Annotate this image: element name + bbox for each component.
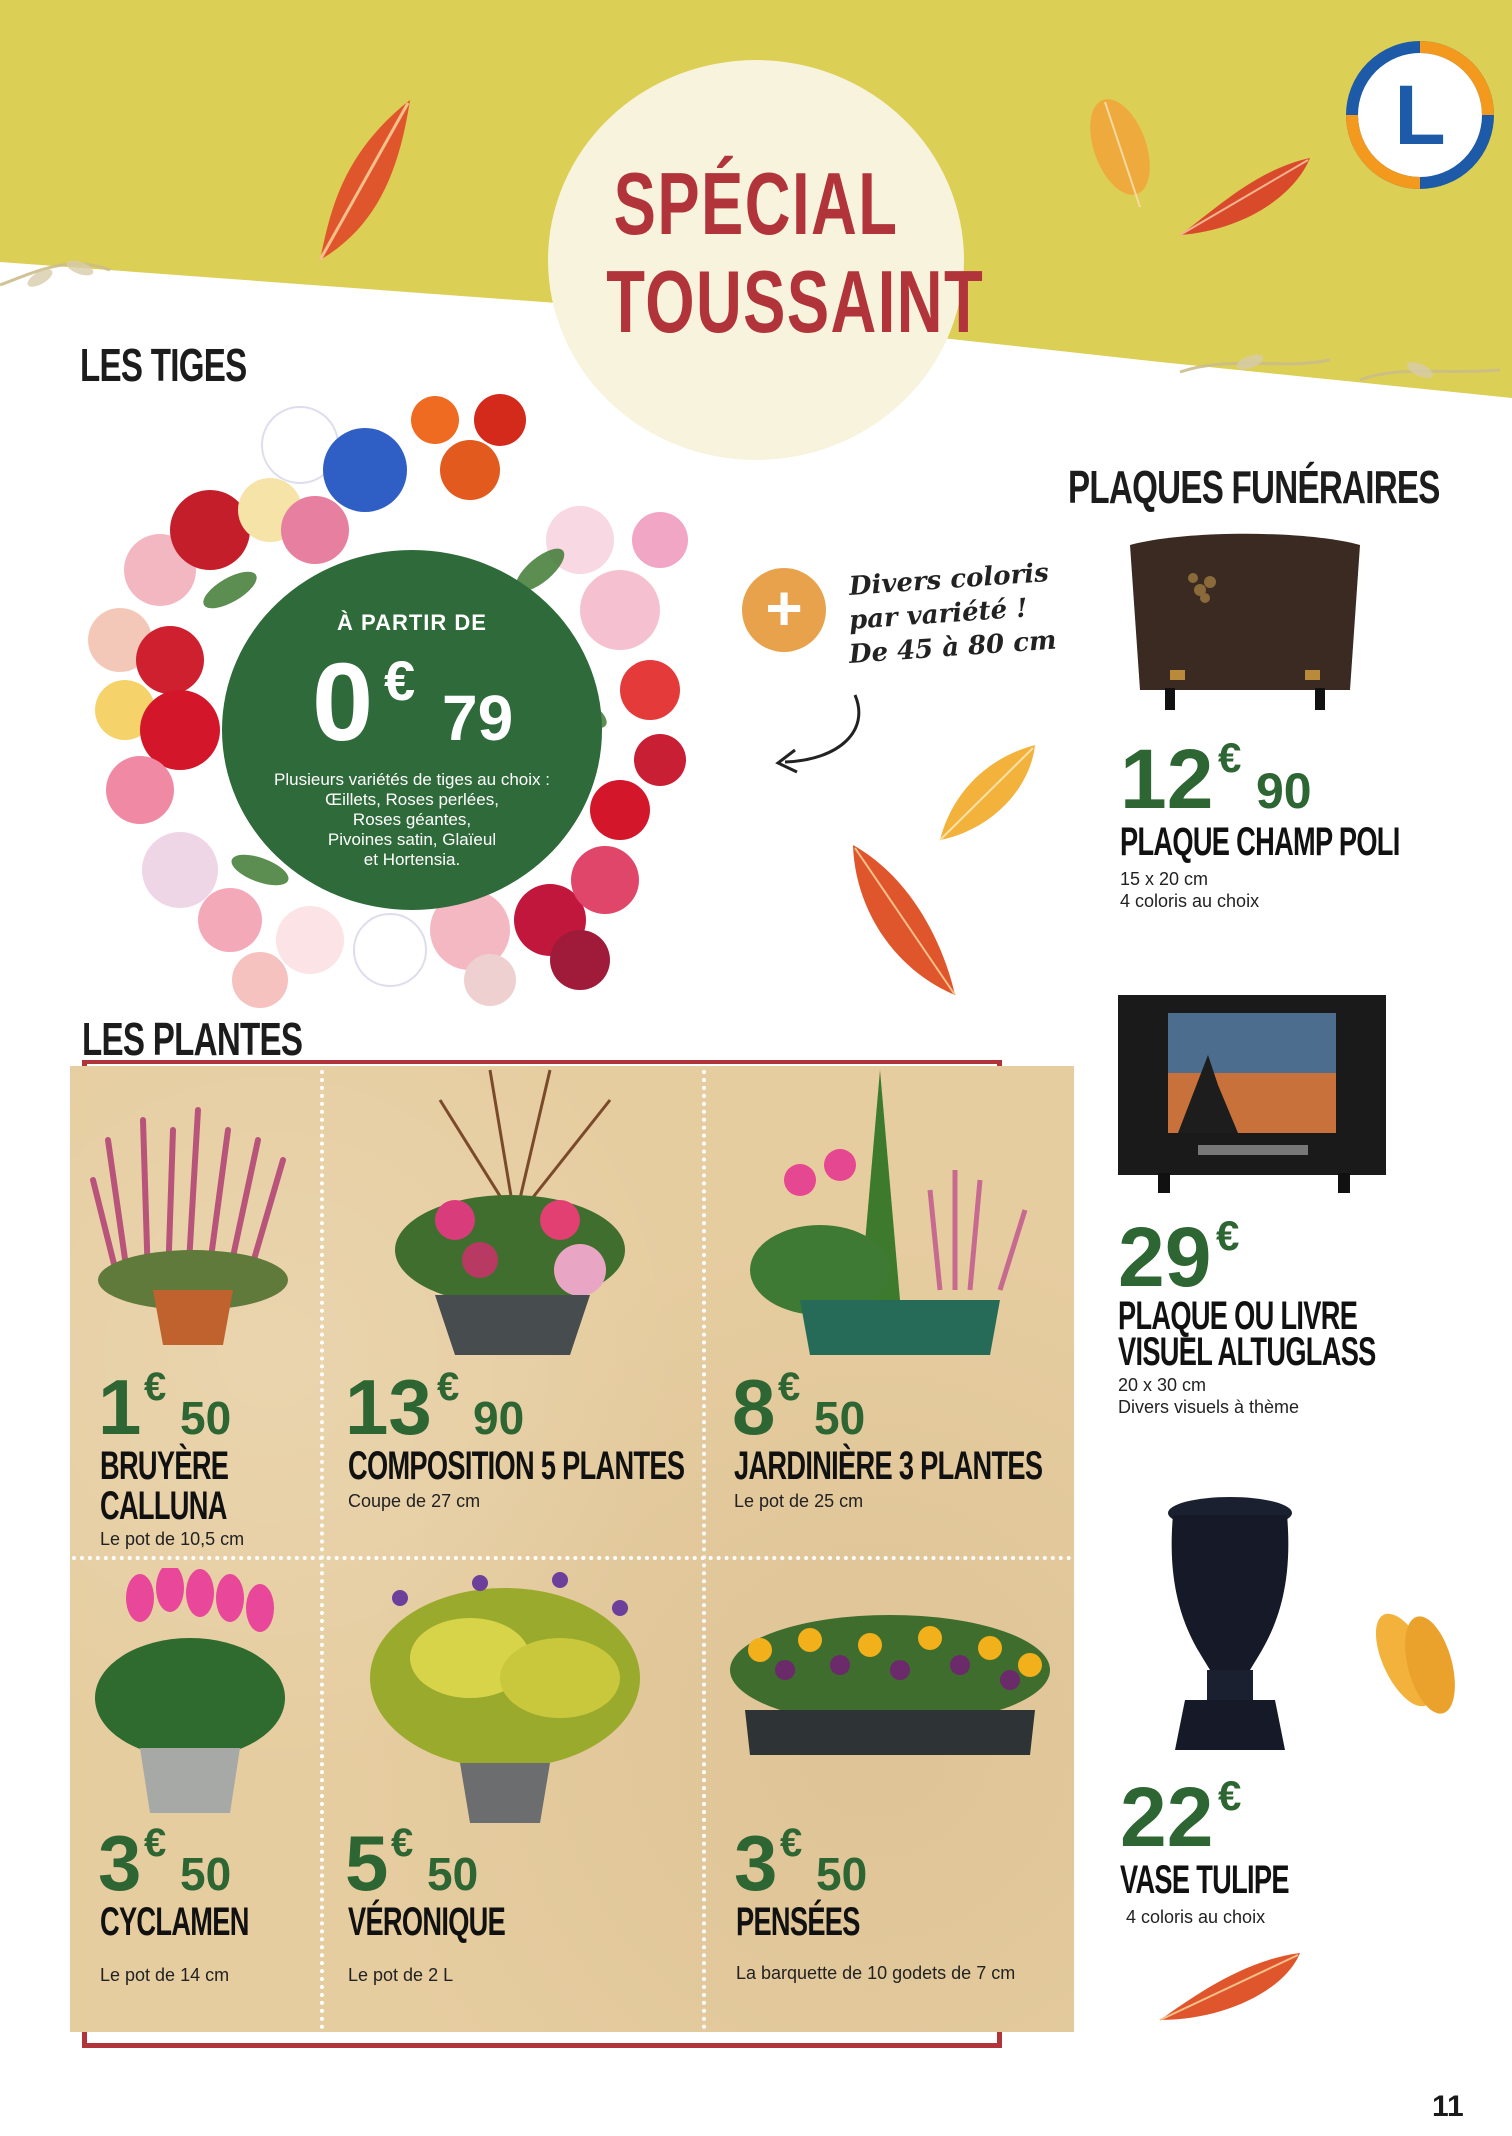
section-title-plantes: LES PLANTES (82, 1013, 303, 1065)
product-detail-plaque-2: 4 coloris au choix (1120, 891, 1260, 911)
svg-text:€: € (437, 1365, 460, 1409)
arrow-icon (770, 690, 870, 780)
note-line-1: Divers coloris (848, 558, 1050, 602)
svg-text:€: € (1218, 1772, 1242, 1819)
product-detail-vase: 4 coloris au choix (1126, 1907, 1266, 1927)
product-name-bruyere-2: CALLUNA (100, 1484, 227, 1528)
svg-text:50: 50 (180, 1392, 232, 1442)
polished-plaque-image (1125, 530, 1365, 710)
grid-divider (702, 1070, 706, 2030)
svg-text:79: 79 (442, 682, 514, 750)
product-name-plaque-altuglass-1: PLAQUE OU LIVRE (1118, 1294, 1358, 1338)
product-name-jardiniere: JARDINIÈRE 3 PLANTES (734, 1444, 1043, 1488)
promo-from-label: À PARTIR DE (337, 610, 487, 635)
product-detail-cyclamen: Le pot de 14 cm (100, 1965, 230, 1985)
price-plaque-champ-poli (1120, 730, 1360, 820)
section-title-plaques: PLAQUES FUNÉRAIRES (1068, 461, 1440, 513)
product-detail-bruyere: Le pot de 10,5 cm (100, 1529, 245, 1549)
price-pensees (734, 1818, 934, 1898)
product-detail-altuglass-2: Divers visuels à thème (1118, 1397, 1300, 1417)
autumn-leaf-icon (300, 95, 420, 265)
svg-text:50: 50 (814, 1392, 866, 1442)
svg-text:1: 1 (98, 1363, 142, 1442)
promo-price (282, 640, 562, 750)
svg-text:€: € (1216, 1212, 1240, 1259)
product-detail-pensees: La barquette de 10 godets de 7 cm (736, 1963, 1016, 1983)
svg-text:€: € (780, 1821, 803, 1865)
product-name-plaque-champ-poli: PLAQUE CHAMP POLI (1120, 820, 1400, 864)
product-detail-veronique: Le pot de 2 L (348, 1965, 454, 1985)
price-bruyere (98, 1362, 298, 1442)
product-detail-jardiniere: Le pot de 25 cm (734, 1491, 864, 1511)
heather-plant-image (88, 1100, 298, 1350)
svg-text:90: 90 (473, 1392, 525, 1442)
price-plaque-altuglass (1118, 1208, 1278, 1298)
svg-text:0: 0 (312, 641, 374, 750)
svg-text:€: € (144, 1365, 167, 1409)
svg-text:50: 50 (816, 1848, 868, 1898)
product-name-vase-tulipe: VASE TULIPE (1120, 1858, 1289, 1902)
svg-text:L: L (1394, 68, 1446, 162)
product-detail-altuglass-1: 20 x 30 cm (1118, 1375, 1207, 1395)
svg-text:50: 50 (180, 1848, 232, 1898)
promo-price-badge (222, 550, 602, 910)
autumn-leaf-icon (930, 740, 1040, 850)
grid-divider (72, 1556, 1072, 1560)
product-detail-plaque-1: 15 x 20 cm (1120, 869, 1209, 889)
page-number: 11 (1432, 2090, 1464, 2123)
svg-text:90: 90 (1256, 763, 1312, 819)
svg-text:12: 12 (1120, 732, 1214, 820)
product-name-pensees: PENSÉES (736, 1900, 860, 1944)
svg-text:13: 13 (345, 1363, 432, 1442)
svg-text:5: 5 (345, 1819, 389, 1898)
note-line-3: De 45 à 80 cm (848, 625, 1058, 670)
page-title-line-1: SPÉCIAL (613, 154, 899, 253)
page-title-line-2: TOUSSAINT (606, 252, 985, 351)
plus-icon: + (742, 568, 826, 652)
svg-text:€: € (1218, 734, 1242, 781)
price-veronique (345, 1818, 545, 1898)
note-line-2: par variété ! (848, 593, 1029, 636)
product-name-bruyere-1: BRUYÈRE (100, 1444, 229, 1488)
pansies-tray-image (730, 1610, 1050, 1760)
svg-text:€: € (778, 1365, 801, 1409)
leclerc-logo-icon (1340, 40, 1500, 190)
svg-text:3: 3 (734, 1819, 778, 1898)
veronica-plant-image (360, 1568, 650, 1828)
tulip-vase-image (1155, 1495, 1305, 1755)
product-detail-composition: Coupe de 27 cm (348, 1491, 481, 1511)
price-jardiniere (732, 1362, 932, 1442)
altuglass-plaque-image (1118, 995, 1386, 1195)
composition-plants-image (380, 1060, 650, 1360)
product-name-composition: COMPOSITION 5 PLANTES (348, 1444, 685, 1488)
product-name-veronique: VÉRONIQUE (348, 1900, 506, 1944)
svg-text:3: 3 (98, 1819, 142, 1898)
autumn-leaf-icon (845, 840, 965, 1000)
autumn-leaf-icon (1175, 150, 1315, 240)
autumn-leaf-icon (1080, 92, 1160, 212)
price-composition (345, 1362, 585, 1442)
section-title-tiges: LES TIGES (80, 339, 247, 391)
svg-text:€: € (391, 1821, 414, 1865)
autumn-leaf-icon (1360, 1605, 1470, 1725)
svg-text:29: 29 (1118, 1210, 1212, 1298)
planter-three-plants-image (740, 1050, 1060, 1360)
grid-divider (320, 1070, 324, 2030)
product-name-plaque-altuglass-2: VISUEL ALTUGLASS (1118, 1330, 1376, 1374)
svg-text:8: 8 (732, 1363, 776, 1442)
cyclamen-plant-image (90, 1568, 290, 1818)
promo-description: Plusieurs variétés de tiges au choix : Œillets, Roses perlées, Roses géantes, Pivoines satin, Glaïeul et Hortensia. (274, 770, 550, 869)
svg-text:22: 22 (1120, 1770, 1214, 1858)
autumn-leaf-icon (1155, 1945, 1305, 2025)
price-cyclamen (98, 1818, 298, 1898)
svg-text:€: € (384, 649, 416, 712)
svg-text:€: € (144, 1821, 167, 1865)
product-name-cyclamen: CYCLAMEN (100, 1900, 249, 1944)
svg-text:50: 50 (427, 1848, 479, 1898)
price-vase-tulipe (1120, 1768, 1280, 1858)
